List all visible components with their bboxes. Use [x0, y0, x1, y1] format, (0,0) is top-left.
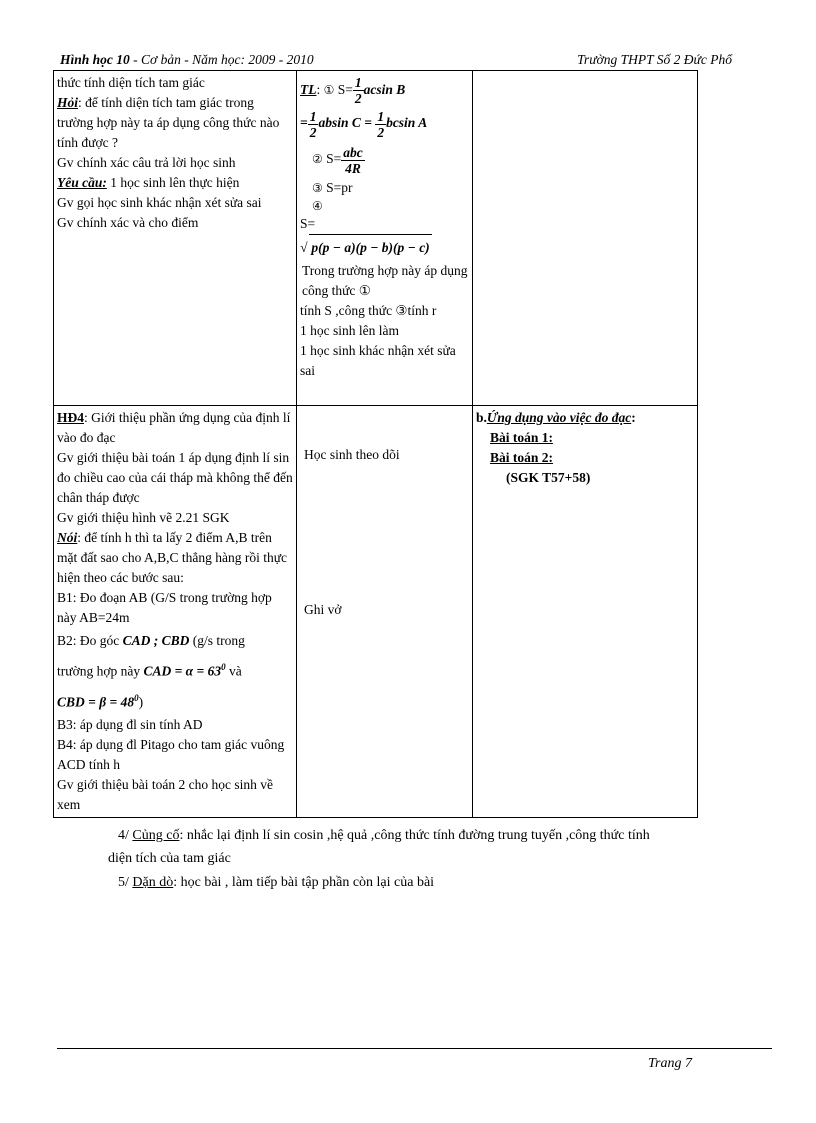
formula-1b: = $\frac{1}{2}$ absin C = $\frac{1}{2}$ bcsin A: [300, 108, 428, 140]
lesson-table: [53, 70, 698, 818]
question-block: [57, 93, 293, 153]
header-course: [60, 52, 314, 68]
angle-cad: CAD: [143, 663, 172, 679]
problem-1-label: Bài toán 1:: [490, 430, 554, 445]
step-2-prefix: B2: Đo góc: [57, 633, 123, 648]
denominator: 2: [354, 91, 362, 107]
activity-heading: [57, 408, 293, 448]
activity-text: : Giới thiệu phần ứng dụng của định lí vào đo đạc: [57, 410, 291, 445]
mark-4: ④: [312, 199, 323, 214]
formula-absinc: absin C: [318, 115, 361, 131]
content-cell: [473, 406, 698, 818]
and-word: và: [225, 663, 242, 679]
denominator: 2: [309, 124, 317, 140]
note-number: 4/: [118, 828, 129, 843]
homework-note: [118, 875, 434, 891]
student-activity-cell: [297, 406, 473, 818]
table-row: [54, 71, 698, 406]
note-line: 1 học sinh khác nhận xét sửa sai: [300, 343, 456, 379]
text-line: Gv gọi học sinh khác nhận xét sửa sai: [57, 195, 262, 210]
section-title-text: Ứng dụng vào việc đo đạc: [486, 410, 632, 425]
separator: ;: [150, 633, 162, 648]
answer-label: TL: [300, 82, 317, 97]
numerator: abc: [343, 144, 363, 160]
step-4: B4: áp dụng đl Pitago cho tam giác vuông ACD tính h: [57, 737, 285, 772]
formula-acsinb: acsin B: [363, 82, 406, 97]
step-1: B1: Đo đoạn AB (G/S trong trường hợp này AB=24m: [57, 590, 272, 625]
close-paren: ): [138, 694, 144, 709]
table-row: [54, 406, 698, 818]
note-line: Trong trường hợp này áp dụng công thức ①: [302, 263, 468, 299]
problem-2: [476, 448, 694, 468]
fraction-half: [308, 109, 319, 140]
numerator: 1: [377, 108, 385, 124]
section-title: [476, 408, 694, 428]
request-label: Yêu cầu:: [57, 175, 107, 190]
step-2-line3: [57, 685, 293, 716]
beta-value: = β = 48: [84, 694, 135, 709]
text-line: Gv giới thiệu bài toán 1 áp dụng định lí sin đo chiều cao của cái tháp mà không thể đến chân tháp được: [57, 450, 293, 505]
consolidation-note: [118, 828, 650, 844]
student-notes: Ghi vở: [304, 602, 342, 617]
text-line: thức tính diện tích tam giác: [57, 75, 205, 90]
note-number: 5/: [118, 875, 129, 890]
page-number: Trang 7: [648, 1056, 692, 1071]
problem-2-label: Bài toán 2:: [490, 450, 554, 465]
activity-label: HĐ4: [57, 410, 84, 425]
alpha-value: = α = 63: [171, 663, 222, 679]
page-header: [60, 52, 732, 70]
header-course-year: - Cơ bản - Năm học: 2009 - 2010: [129, 52, 314, 67]
request-block: [57, 173, 293, 193]
say-text: : để tính h thì ta lấy 2 điểm A,B trên mặt đất sao cho A,B,C thẳng hàng rồi thực hiện theo các bước sau:: [57, 530, 288, 585]
teacher-activity-cell: [54, 71, 297, 406]
request-text: 1 học sinh lên thực hiện: [106, 175, 240, 190]
step-2-line2: [57, 654, 293, 685]
degree-mark: 0: [221, 662, 226, 672]
homework-label: Dặn dò: [132, 875, 174, 890]
header-school: Trường THPT Số 2 Đức Phổ: [577, 52, 732, 67]
s-equals-line: S=: [300, 216, 316, 232]
angle-cbd: CBD: [57, 694, 85, 709]
student-activity-cell: [297, 71, 473, 406]
text-line: Gv chính xác và cho điểm: [57, 215, 199, 230]
fraction-abc-4r: [341, 145, 365, 176]
text-line: Gv chính xác câu trả lời học sinh: [57, 155, 236, 170]
textbook-ref: (SGK T57+58): [506, 470, 591, 485]
step-2: [57, 628, 293, 654]
angle-cad: CAD: [122, 633, 151, 648]
consolidation-text: : nhắc lại định lí sin cosin ,hệ quả ,công thức tính đường trung tuyến ,công thức tính: [179, 828, 650, 843]
note-line: tính S ,công thức ③tính r: [300, 303, 437, 319]
footer-rule: [57, 1048, 772, 1049]
homework-text: : học bài , làm tiếp bài tập phần còn lại của bài: [173, 875, 435, 890]
step-2-case: trường hợp này: [57, 663, 144, 679]
say-block: [57, 528, 293, 588]
fraction-half: [375, 109, 386, 140]
text-line: Gv giới thiệu hình vẽ 2.21 SGK: [57, 510, 230, 525]
formula-spr: S=pr: [326, 180, 353, 196]
numerator: 1: [309, 108, 317, 124]
numerator: 1: [354, 75, 362, 91]
fraction-half: [353, 75, 364, 106]
heron-formula: √ p(p − a)(p − b)(p − c): [300, 234, 469, 261]
angle-cbd: CBD: [161, 633, 190, 648]
formula-1: TL: ① S= $\frac{1}{2}$ acsin B: [300, 75, 406, 107]
heron-radicand: p(p − a)(p − b)(p − c): [309, 234, 431, 261]
step-2-suffix: (g/s trong: [189, 633, 245, 648]
formula-2: [300, 140, 469, 178]
header-course-title: Hình học 10: [60, 52, 130, 67]
s-equals: S=: [337, 82, 353, 97]
formula-3: [300, 178, 469, 198]
problem-1: [476, 428, 694, 448]
consolidation-label: Củng cố: [132, 828, 180, 843]
mark-3: ③: [312, 181, 323, 196]
question-label: Hỏi: [57, 95, 79, 110]
text-line: Gv giới thiệu bài toán 2 cho học sinh về xem: [57, 777, 273, 812]
step-3: B3: áp dụng đl sin tính AD: [57, 717, 203, 732]
degree-mark: 0: [134, 692, 139, 703]
mark-1: ①: [323, 83, 335, 97]
section-prefix: b.: [476, 410, 487, 425]
s-equals: S=: [326, 151, 342, 167]
content-cell: [473, 71, 698, 406]
formula-bcsina: bcsin A: [386, 115, 428, 131]
note-line: 1 học sinh lên làm: [300, 323, 399, 339]
teacher-activity-cell: [54, 406, 297, 818]
consolidation-note-line2: diện tích của tam giác: [108, 851, 231, 866]
say-label: Nói: [57, 530, 78, 545]
section-colon: :: [631, 410, 636, 425]
denominator: 2: [377, 124, 385, 140]
question-text: : để tính diện tích tam giác trong trường hợp này ta áp dụng công thức nào tính được ?: [57, 95, 280, 150]
denominator: 4R: [345, 160, 361, 176]
mark-2: ②: [312, 152, 323, 167]
formula-4: [300, 198, 469, 214]
student-follow: Học sinh theo dõi: [304, 447, 400, 462]
